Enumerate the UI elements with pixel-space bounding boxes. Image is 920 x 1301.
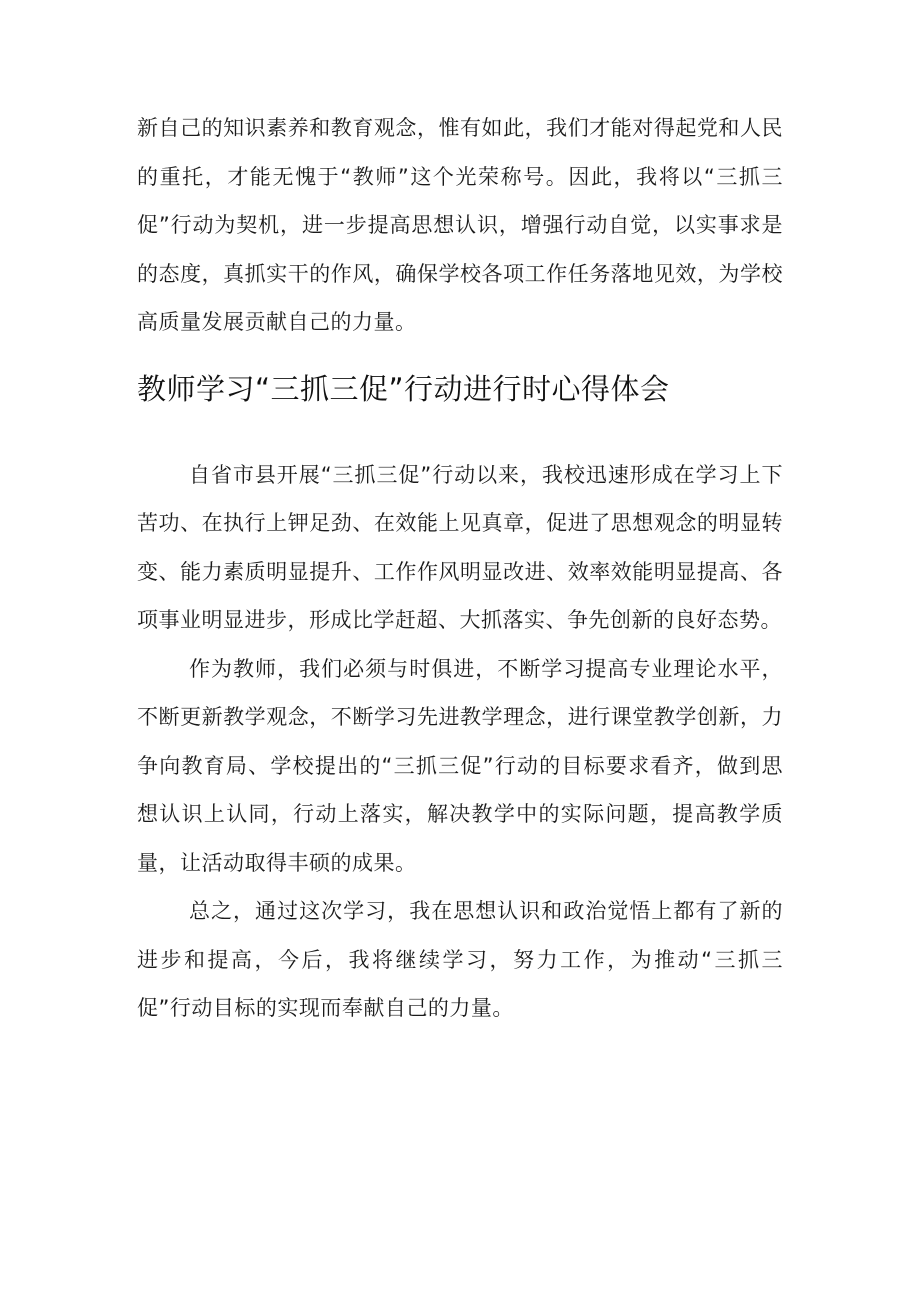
continuation-paragraph: 新自己的知识素养和教育观念，惟有如此，我们才能对得起党和人民的重托，才能无愧于“教师”这个光荣称号。因此，我将以“三抓三促”行动为契机，进一步提高思想认识，增强行动自觉，以实事求是的态度，真抓实干的作风，确保学校各项工作任务落地见效，为学校高质量发展贡献自己的力量。: [137, 116, 783, 334]
document-body: [137, 104, 783, 1033]
body-paragraph-1: 自省市县开展“三抓三促”行动以来，我校迅速形成在学习上下苦功、在执行上钾足劲、在效能上见真章，促进了思想观念的明显转变、能力素质明显提升、工作作风明显改进、效率效能明显提高、各项事业明显进步，形成比学赶超、大抓落实、争先创新的良好态势。: [137, 462, 783, 632]
page-title: 教师学习“三抓三促”行动进行时心得体会: [137, 371, 670, 406]
body-paragraph-2: 作为教师，我们必须与时俱进，不断学习提高专业理论水平，不断更新教学观念，不断学习先进教学理念，进行课堂教学创新，力争向教育局、学校提出的“三抓三促”行动的目标要求看齐，做到思想认识上认同，行动上落实，解决教学中的实际问题，提高教学质量，让活动取得丰硕的成果。: [137, 656, 783, 875]
body-paragraph-3: 总之，通过这次学习，我在思想认识和政治觉悟上都有了新的进步和提高，今后，我将继续学习，努力工作，为推动“三抓三促”行动目标的实现而奉献自己的力量。: [137, 899, 783, 1020]
